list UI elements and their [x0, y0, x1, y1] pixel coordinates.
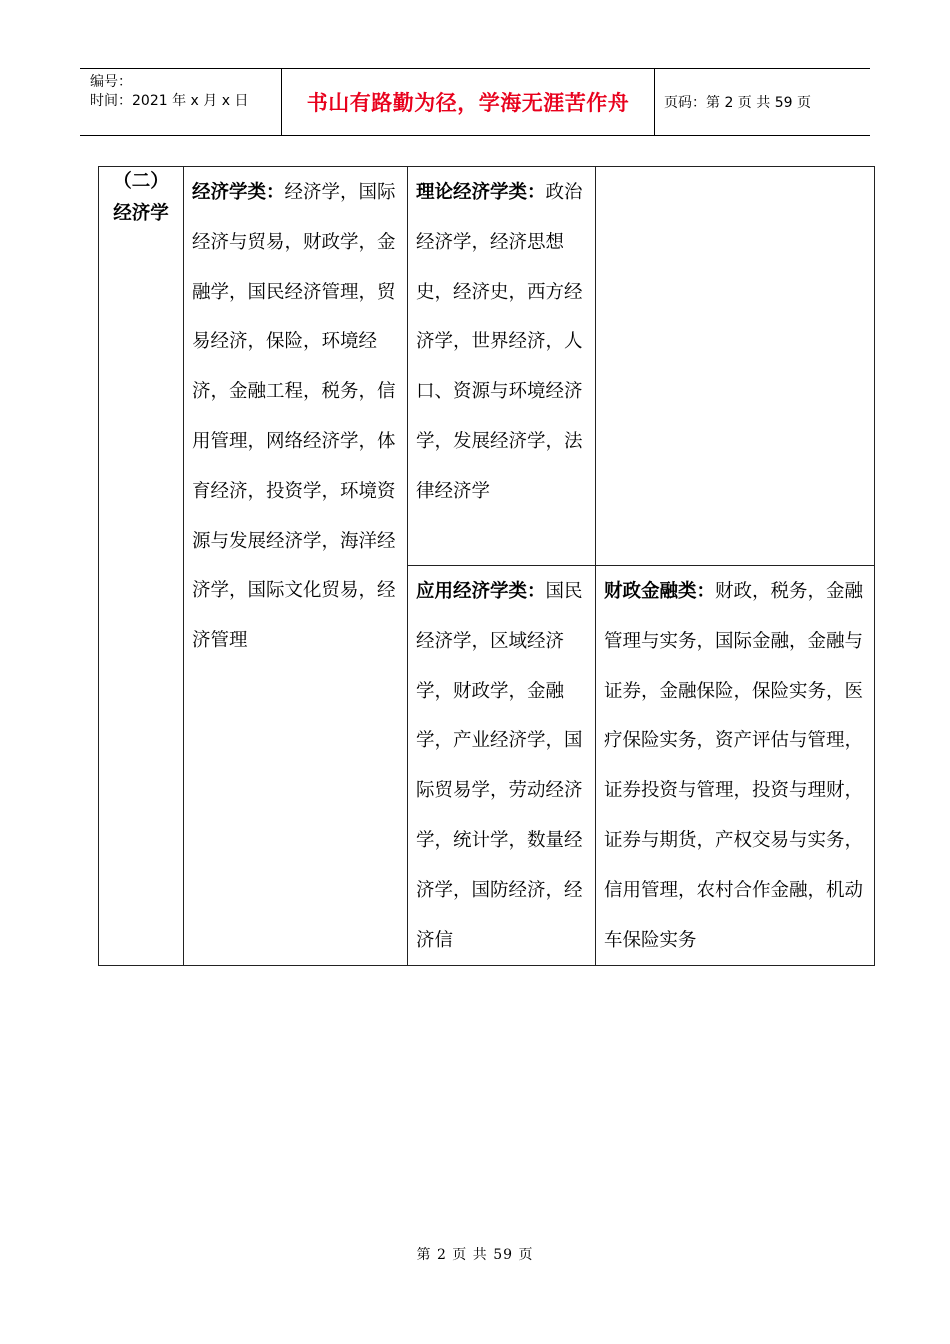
header-motto-cell — [282, 69, 655, 135]
applied-title: 应用经济学类： — [416, 581, 546, 602]
category-number: （二） — [113, 171, 169, 192]
category-cell — [99, 167, 184, 966]
theoretical-title: 理论经济学类： — [416, 182, 546, 203]
finance-cell — [596, 566, 875, 966]
page-footer: 第 2 页 共 59 页 — [416, 1247, 534, 1263]
theoretical-text: 政治经济学，经济思想史，经济史，西方经济学，世界经济，人口、资源与环境经济学，发展经济学，法律经济学 — [416, 182, 583, 502]
economics-majors-cell — [184, 167, 408, 966]
number-label: 编号： — [90, 74, 132, 90]
date-label: 时间：2021 年 x 月 x 日 — [90, 93, 249, 109]
empty-cell — [596, 167, 875, 566]
category-name: 经济学 — [113, 203, 169, 224]
economics-title: 经济学类： — [192, 182, 285, 203]
applied-economics-cell — [408, 566, 596, 966]
theoretical-economics-cell — [408, 167, 596, 566]
header-meta-cell — [80, 69, 282, 135]
finance-text: 财政，税务，金融管理与实务，国际金融，金融与证券，金融保险，保险实务，医疗保险实务，资产评估与管理，证券投资与管理，投资与理财，证券与期货，产权交易与实务，信用管理，农村合作金融，机动车保险实务 — [604, 581, 864, 951]
applied-text: 国民经济学，区域经济学，财政学，金融学，产业经济学，国际贸易学，劳动经济学，统计学，数量经济学，国防经济，经济信 — [416, 581, 583, 951]
finance-title: 财政金融类： — [604, 581, 716, 602]
header-page-info: 页码：第 2 页 共 59 页 — [664, 95, 811, 111]
motto-text: 书山有路勤为径，学海无涯苦作舟 — [306, 90, 630, 115]
majors-table — [98, 166, 875, 966]
economics-text: 经济学，国际经济与贸易，财政学，金融学，国民经济管理，贸易经济，保险，环境经济，金融工程，税务，信用管理，网络经济学，体育经济，投资学，环境资源与发展经济学，海洋经济学，国际文化贸易，经济管理 — [192, 182, 396, 652]
document-header — [80, 68, 870, 136]
